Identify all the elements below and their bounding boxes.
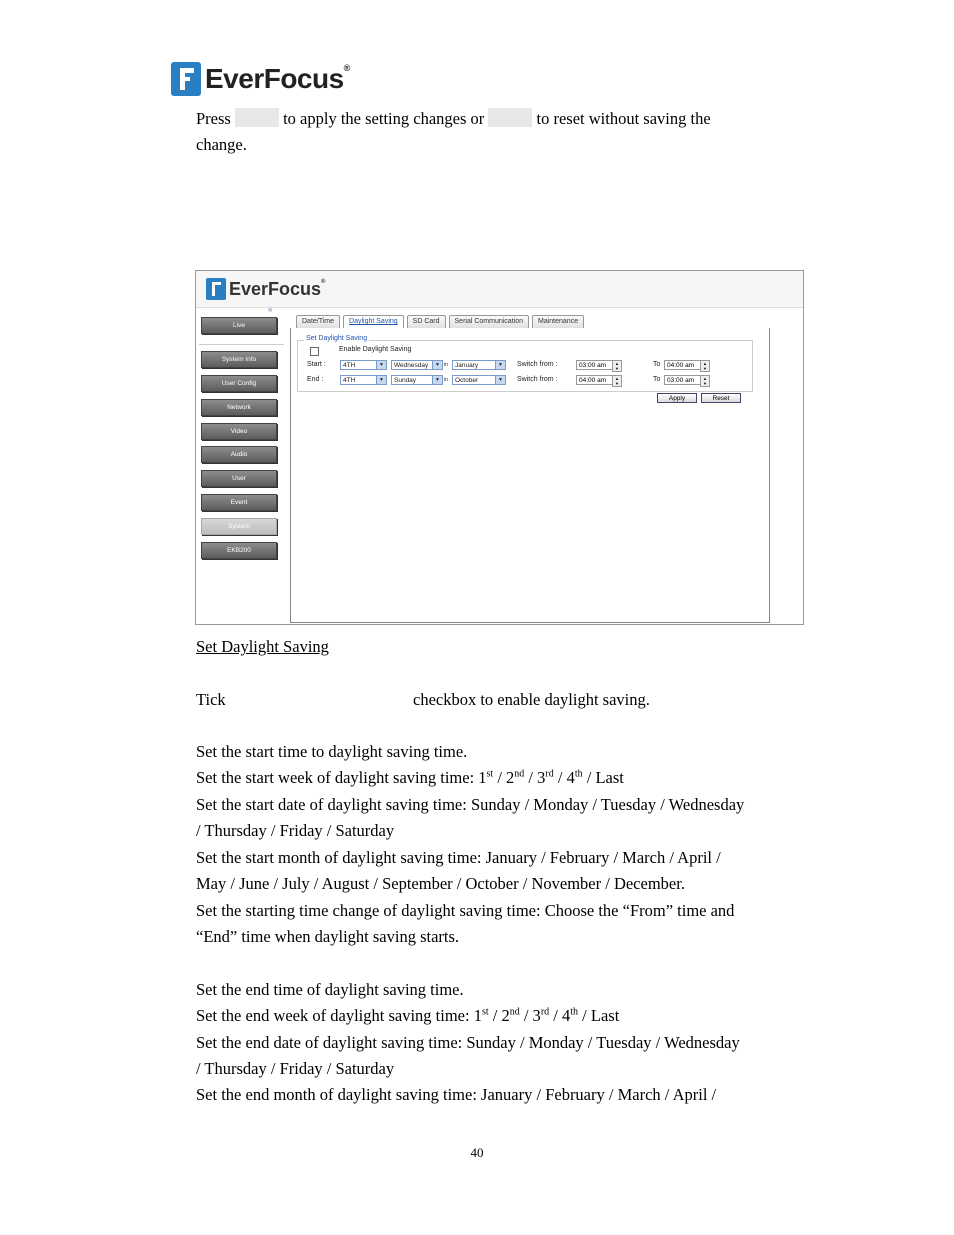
reset-placeholder — [488, 108, 532, 127]
tab-date-time[interactable]: Date/Time — [296, 315, 340, 328]
intro-line-1: Press to apply the setting changes or to reset without saving the — [196, 109, 711, 128]
chevron-down-icon: ▼ — [432, 361, 442, 369]
sidebar-item-event[interactable]: Event — [201, 494, 277, 511]
end-month-select[interactable]: October ▼ — [452, 375, 506, 385]
start-to-time[interactable]: 04:00 am ▲ ▼ — [664, 360, 702, 370]
start-date-line-2: / Thursday / Friday / Saturday — [196, 821, 395, 840]
settings-tabs — [296, 315, 587, 328]
end-day-select[interactable]: Sunday ▼ — [391, 375, 443, 385]
reset-button[interactable]: Reset — [701, 393, 741, 403]
sidebar-item-video[interactable]: Video — [201, 423, 277, 440]
switch-from-label: Switch from : — [517, 361, 558, 368]
to-label: To — [653, 376, 661, 383]
everfocus-logo-icon — [206, 278, 226, 300]
end-intro: Set the end time of daylight saving time. — [196, 980, 464, 999]
fieldset-legend: Set Daylight Saving — [306, 335, 368, 342]
end-from-time[interactable]: 04:00 am ▲ ▼ — [576, 375, 614, 385]
start-from-time[interactable]: 03:00 am ▲ ▼ — [576, 360, 614, 370]
in-label: in — [444, 377, 448, 383]
enable-daylight-saving-checkbox[interactable] — [310, 347, 319, 356]
everfocus-logo — [171, 61, 350, 97]
end-to-time[interactable]: 03:00 am ▲ ▼ — [664, 375, 702, 385]
start-intro: Set the start time to daylight saving time. — [196, 742, 468, 761]
spinner-icon[interactable]: ▲ ▼ — [612, 360, 622, 372]
tab-daylight-saving[interactable]: Daylight Saving — [343, 315, 404, 328]
start-change-line-1: Set the starting time change of daylight saving time: Choose the “From” time and — [196, 901, 735, 920]
web-ui-screenshot — [195, 270, 804, 625]
logo-text: EverFocus® — [205, 63, 350, 94]
spinner-icon[interactable]: ▲ ▼ — [612, 375, 622, 387]
chevron-down-icon: ▼ — [432, 376, 442, 384]
end-month-line-1: Set the end month of daylight saving time: January / February / March / April / — [196, 1085, 717, 1104]
start-week-line: Set the start week of daylight saving time: 1st / 2nd / 3rd / 4th / Last — [196, 768, 624, 787]
tab-maintenance[interactable]: Maintenance — [532, 315, 584, 328]
start-month-line-1: Set the start month of daylight saving time: January / February / March / April / — [196, 848, 721, 867]
tick-line-start: Tick — [196, 690, 226, 709]
sidebar-item-network[interactable]: Network — [201, 399, 277, 416]
collapse-sidebar-icon[interactable]: « — [268, 305, 273, 314]
tab-serial-communication[interactable]: Serial Communication — [449, 315, 529, 328]
sidebar-item-user[interactable]: User — [201, 470, 277, 487]
switch-from-label: Switch from : — [517, 376, 558, 383]
tab-sd-card[interactable]: SD Card — [407, 315, 446, 328]
chevron-down-icon: ▼ — [495, 361, 505, 369]
to-label: To — [653, 361, 661, 368]
end-week-line: Set the end week of daylight saving time: 1st / 2nd / 3rd / 4th / Last — [196, 1006, 620, 1025]
chevron-down-icon: ▼ — [376, 361, 386, 369]
sidebar-item-audio[interactable]: Audio — [201, 446, 277, 463]
sidebar-item-ekb200[interactable]: EKB200 — [201, 542, 277, 559]
start-month-select[interactable]: January ▼ — [452, 360, 506, 370]
start-month-line-2: May / June / July / August / September / October / November / December. — [196, 874, 685, 893]
in-label: in — [444, 362, 448, 368]
start-week-select[interactable]: 4TH ▼ — [340, 360, 387, 370]
start-date-line-1: Set the start date of daylight saving time: Sunday / Monday / Tuesday / Wednesday — [196, 795, 745, 814]
end-week-select[interactable]: 4TH ▼ — [340, 375, 387, 385]
spinner-icon[interactable]: ▲ ▼ — [700, 360, 710, 372]
sidebar — [196, 311, 286, 625]
start-change-line-2: “End” time when daylight saving starts. — [196, 927, 460, 946]
chevron-down-icon: ▼ — [376, 376, 386, 384]
spinner-icon[interactable]: ▲ ▼ — [700, 375, 710, 387]
end-date-line-2: / Thursday / Friday / Saturday — [196, 1059, 395, 1078]
tick-line-end: checkbox to enable daylight saving. — [413, 690, 650, 709]
web-ui-header — [196, 271, 803, 308]
sidebar-item-live[interactable]: Live — [201, 317, 277, 334]
end-label: End : — [307, 376, 324, 383]
sidebar-item-system[interactable]: System — [201, 518, 277, 535]
chevron-down-icon: ▼ — [495, 376, 505, 384]
sidebar-item-user-config[interactable]: User Config — [201, 375, 277, 392]
enable-label: Enable Daylight Saving — [339, 346, 412, 353]
apply-button[interactable]: Apply — [657, 393, 697, 403]
page-number: 40 — [470, 1145, 484, 1160]
sidebar-divider — [199, 344, 284, 345]
sidebar-item-system-info[interactable]: System Info — [201, 351, 277, 368]
start-label: Start : — [307, 361, 326, 368]
end-date-line-1: Set the end date of daylight saving time: Sunday / Monday / Tuesday / Wednesday — [196, 1033, 740, 1052]
start-day-select[interactable]: Wednesday ▼ — [391, 360, 443, 370]
section-heading: Set Daylight Saving — [196, 637, 329, 656]
web-ui-logo: EverFocus® — [206, 278, 325, 300]
everfocus-logo-icon — [171, 62, 201, 96]
apply-placeholder — [235, 108, 279, 127]
intro-line-2: change. — [196, 135, 247, 154]
